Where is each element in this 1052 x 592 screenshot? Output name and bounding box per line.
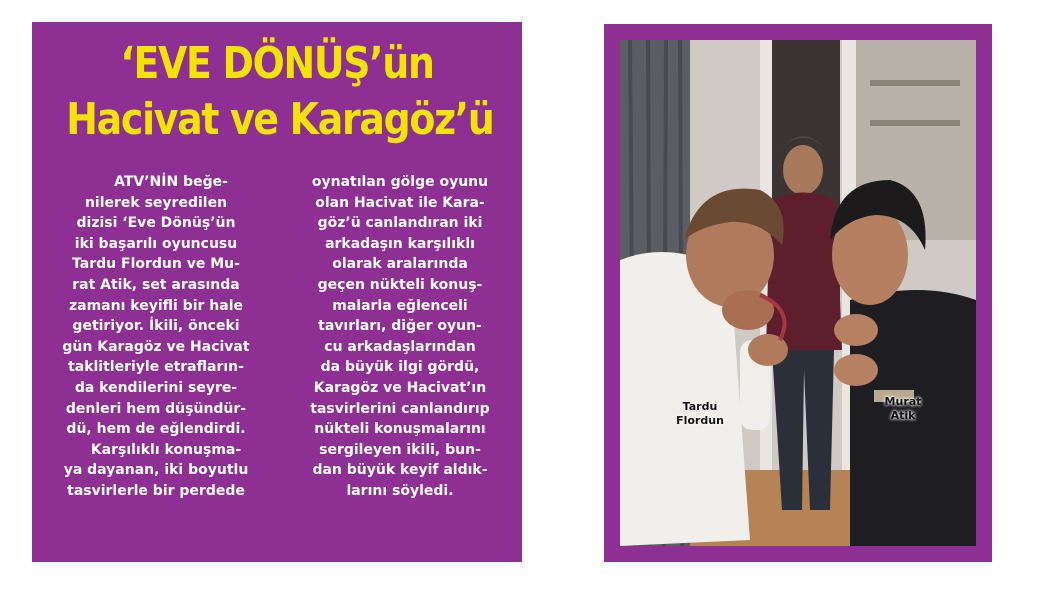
caption-line: Flordun (676, 414, 724, 427)
column2-line: olan Hacivat ile Kara- (315, 194, 485, 211)
article-box (32, 22, 522, 562)
column2-line: da büyük ilgi gördü, (320, 359, 480, 376)
article-photo (620, 40, 976, 546)
column2-line: geçen nükteli konuş- (317, 276, 483, 293)
column1-line: Karşılıklı konuşma- (90, 441, 242, 458)
column1-line: denleri hem düşündür- (65, 400, 247, 417)
caption-tardu-flordun (660, 400, 740, 428)
column1-line: dü, hem de eğlendirdi. (66, 421, 246, 438)
column1-line: taklitleriyle etrafların- (68, 359, 244, 376)
column2-line: oynatılan gölge oyunu (311, 174, 489, 190)
column2-line: larını söyledi. (346, 482, 454, 499)
column1-line: rat Atik, set arasında (72, 276, 240, 293)
caption-line: Atik (890, 409, 916, 422)
column1-line: dizisi ‘Eve Dönüş’ün (76, 215, 236, 232)
caption-line: Murat (884, 395, 922, 408)
column1-line: iki başarılı oyuncusu (74, 235, 238, 252)
column2-line: Karagöz ve Hacivat’ın (313, 379, 487, 396)
caption-line: Tardu (682, 400, 718, 413)
column2-line: dan büyük keyif aldık- (312, 462, 488, 479)
caption-murat-atik (868, 395, 938, 423)
article-column-2 (284, 172, 516, 502)
headline-line-1: ‘EVE DÖNÜŞ’ün (120, 38, 434, 89)
headline-line-2: Hacivat ve Karagöz’ü (66, 94, 494, 145)
column1-line: tasvirlerle bir perdede (67, 482, 245, 499)
column2-line: tasvirlerini canlandırıp (310, 400, 490, 417)
column2-line: nükteli konuşmalarını (314, 421, 486, 438)
column2-line: cu arkadaşlarından (324, 338, 476, 355)
column2-line: arkadaşın karşılıklı (325, 235, 475, 252)
column1-line: zamanı keyifli bir hale (69, 297, 243, 314)
article-headline (66, 36, 494, 148)
column2-line: tavırları, diğer oyun- (318, 318, 482, 335)
column1-line: gün Karagöz ve Hacivat (62, 338, 250, 355)
column2-line: malarla eğlenceli (332, 297, 468, 314)
column1-line: nilerek seyredilen (84, 194, 228, 211)
column1-line: getiriyor. İkili, önceki (72, 318, 240, 335)
column2-line: göz’ü canlandıran iki (317, 215, 483, 232)
column2-line: olarak aralarında (332, 256, 468, 273)
column1-line: Tardu Flordun ve Mu- (72, 256, 240, 273)
column1-line: da kendilerini seyre- (74, 379, 238, 396)
photo-frame (604, 24, 992, 562)
photo-illustration (620, 40, 976, 546)
article-column-1 (40, 172, 272, 502)
column2-line: sergileyen ikili, bun- (319, 441, 481, 458)
column1-line: ya dayanan, iki boyutlu (63, 462, 249, 479)
column1-line: ATV’NİN beğe- (114, 174, 228, 190)
